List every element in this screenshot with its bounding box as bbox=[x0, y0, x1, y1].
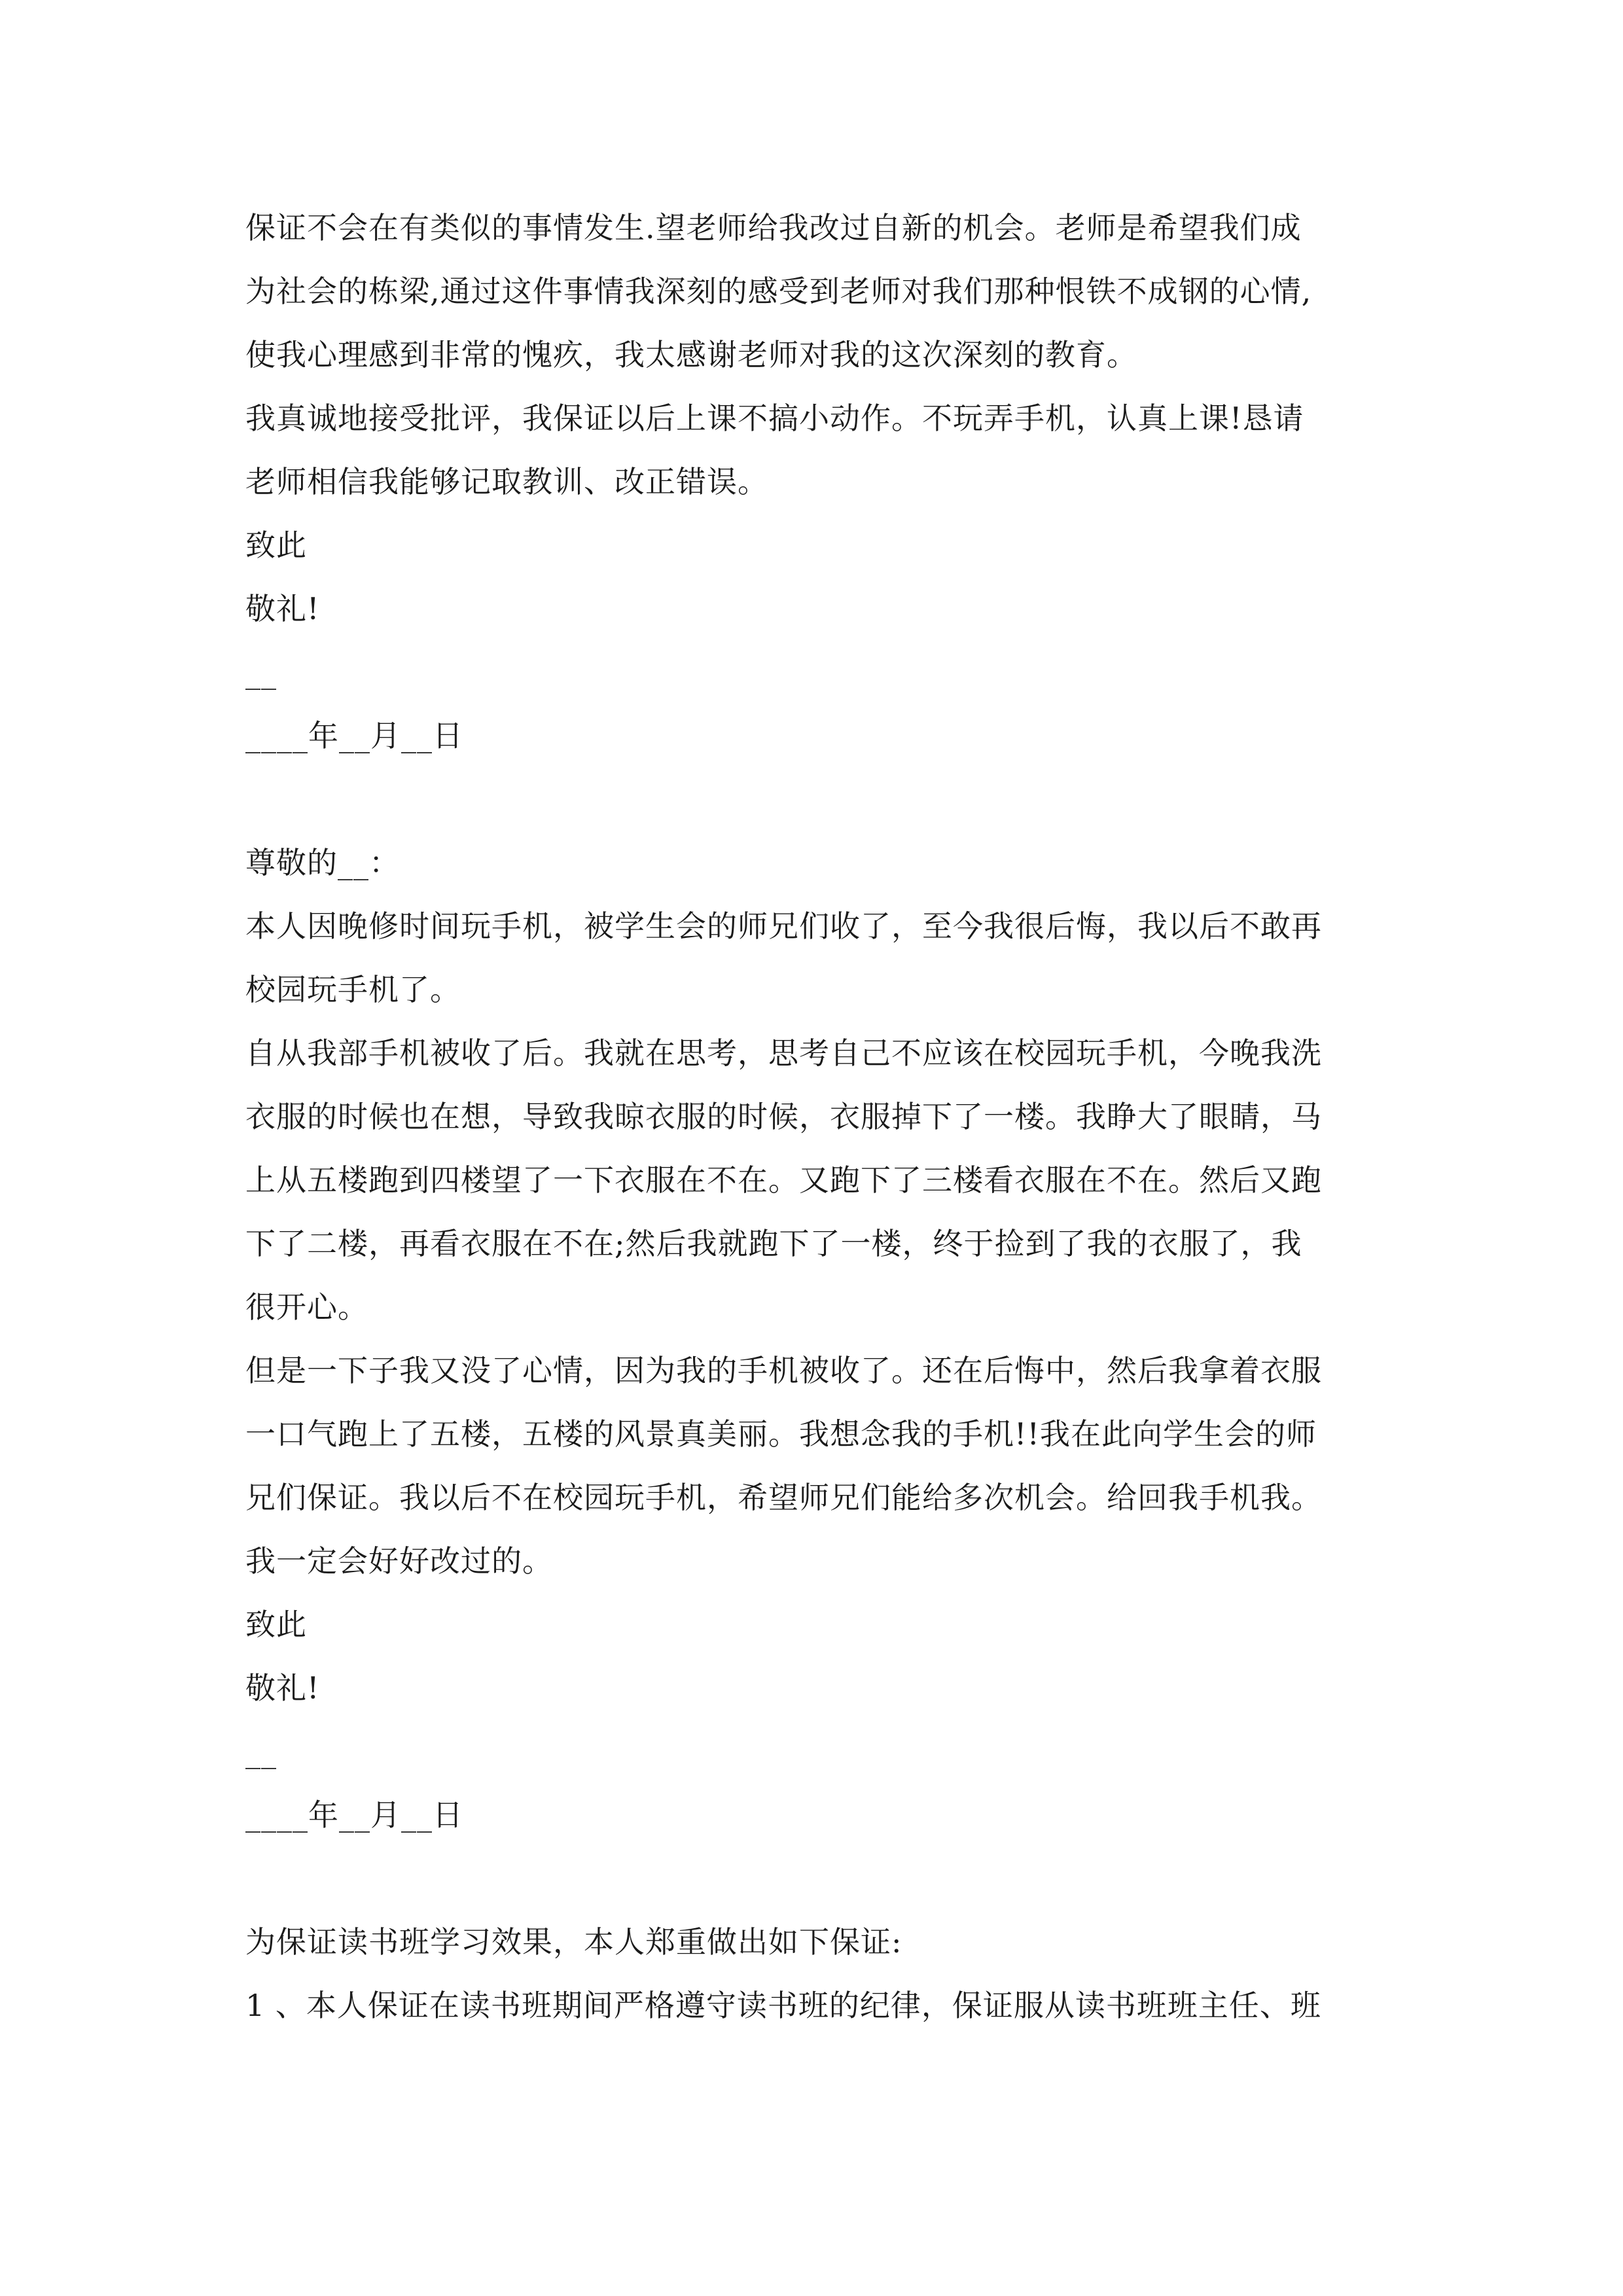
date-line: ____年__月__日 bbox=[245, 718, 463, 753]
paragraph-line: 自从我部手机被收了后。我就在思考，思考自己不应该在校园玩手机，今晚我洗 bbox=[245, 1035, 1322, 1071]
date-line: ____年__月__日 bbox=[245, 1797, 463, 1833]
section-spacer bbox=[245, 768, 1417, 831]
paragraph-line: 衣服的时候也在想，导致我晾衣服的时候，衣服掉下了一楼。我睁大了眼睛，马 bbox=[245, 1099, 1322, 1134]
paragraph-line: 校园玩手机了。 bbox=[245, 972, 461, 1007]
signature-blank: __ bbox=[245, 655, 277, 690]
paragraph-line: 我一定会好好改过的。 bbox=[245, 1543, 553, 1579]
paragraph-line: 很开心。 bbox=[245, 1289, 368, 1325]
paragraph-line: 使我心理感到非常的愧疚，我太感谢老师对我的这次深刻的教育。 bbox=[245, 337, 1137, 372]
document-body bbox=[245, 196, 1417, 2037]
salute-line: 敬礼! bbox=[245, 591, 320, 626]
closing-line: 致此 bbox=[245, 1607, 307, 1642]
paragraph-line: 为社会的栋梁,通过这件事情我深刻的感受到老师对我们那种恨铁不成钢的心情, bbox=[245, 274, 1312, 309]
paragraph-line: 我真诚地接受批评，我保证以后上课不搞小动作。不玩弄手机，认真上课!恳请 bbox=[245, 401, 1304, 436]
paragraph-line: 一口气跑上了五楼，五楼的风景真美丽。我想念我的手机!!我在此向学生会的师 bbox=[245, 1416, 1317, 1452]
letter-section-1 bbox=[245, 196, 1417, 768]
paragraph-line: 上从五楼跑到四楼望了一下衣服在不在。又跑下了三楼看衣服在不在。然后又跑 bbox=[245, 1162, 1322, 1198]
section-spacer bbox=[245, 1847, 1417, 1910]
salute-line: 敬礼! bbox=[245, 1670, 320, 1706]
paragraph-line: 下了二楼，再看衣服在不在;然后我就跑下了一楼，终于捡到了我的衣服了，我 bbox=[245, 1226, 1302, 1261]
paragraph-line: 保证不会在有类似的事情发生.望老师给我改过自新的机会。老师是希望我们成 bbox=[245, 210, 1302, 245]
pledge-section-3 bbox=[245, 1910, 1417, 2037]
greeting-line: 尊敬的__： bbox=[245, 845, 400, 880]
signature-blank: __ bbox=[245, 1734, 277, 1769]
paragraph-line: 但是一下子我又没了心情，因为我的手机被收了。还在后悔中，然后我拿着衣服 bbox=[245, 1353, 1322, 1388]
closing-line: 致此 bbox=[245, 528, 307, 563]
letter-section-2 bbox=[245, 831, 1417, 1847]
paragraph-line: 老师相信我能够记取教训、改正错误。 bbox=[245, 464, 768, 499]
paragraph-line: 1 、本人保证在读书班期间严格遵守读书班的纪律，保证服从读书班班主任、班 bbox=[245, 1988, 1321, 2023]
paragraph-line: 为保证读书班学习效果，本人郑重做出如下保证: bbox=[245, 1924, 902, 1960]
paragraph-line: 本人因晚修时间玩手机，被学生会的师兄们收了，至今我很后悔，我以后不敢再 bbox=[245, 908, 1322, 944]
paragraph-line: 兄们保证。我以后不在校园玩手机，希望师兄们能给多次机会。给回我手机我。 bbox=[245, 1480, 1322, 1515]
